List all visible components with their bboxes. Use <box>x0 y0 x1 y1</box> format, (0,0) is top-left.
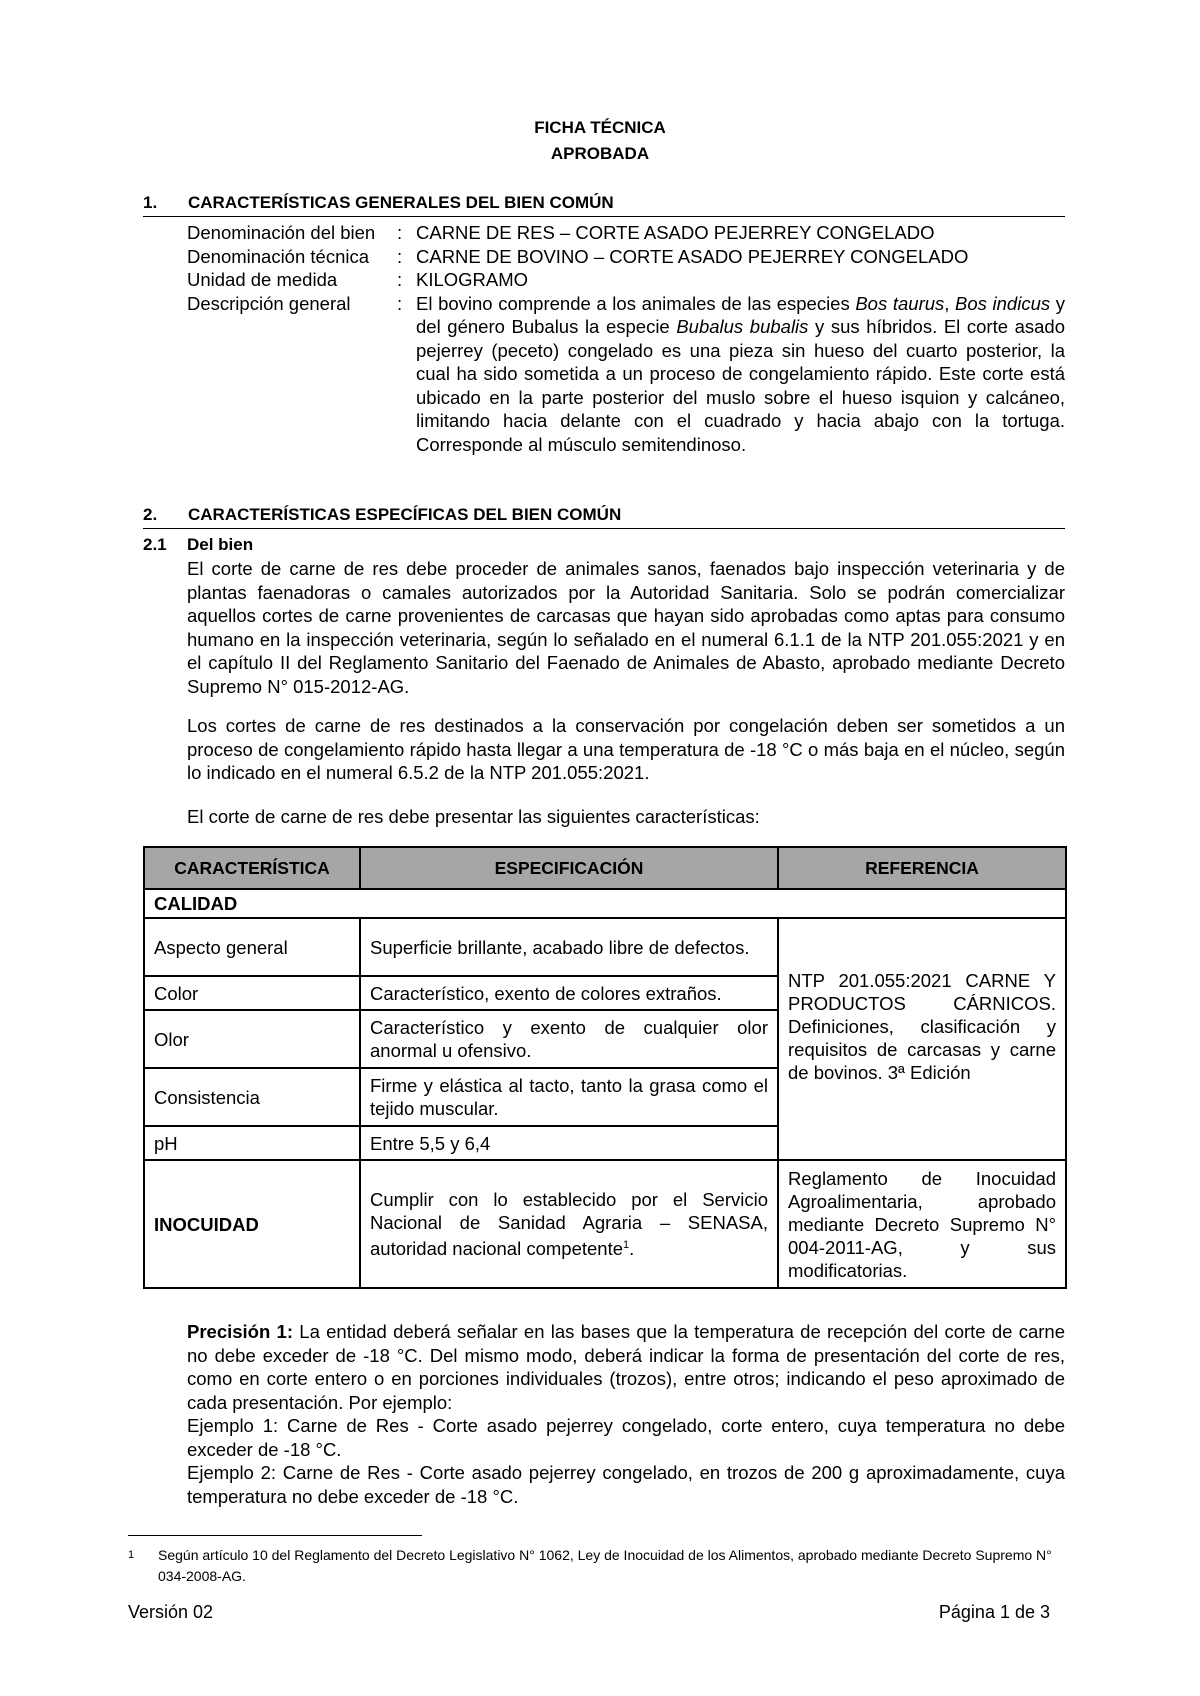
list-item <box>187 221 1065 245</box>
field-label: Unidad de medida <box>187 269 338 290</box>
column-header: REFERENCIA <box>778 847 1066 889</box>
text-run: y sus híbridos. El corte asado pejerrey (peceto) congelado es una pieza sin hueso del cuarto posterior, la cual ha sido sometida a un proceso de congelamiento rápido. Este corte está ubicado en la parte posterior del muslo sobre el hueso isquion y calcáneo, limitando hacia delante con el cuadrado y hacia abajo con la tortuga. Corresponde al músculo semitendinoso. <box>416 316 1066 455</box>
characteristics-table <box>143 846 1067 1289</box>
table-row <box>144 889 1066 918</box>
table-row <box>144 1160 1066 1288</box>
inocuidad-label: INOCUIDAD <box>144 1160 360 1288</box>
text-run: . <box>629 1238 635 1260</box>
page-number: Página 1 de 3 <box>938 1602 1050 1622</box>
table-cell: Aspecto general <box>144 918 360 976</box>
footnote-divider <box>128 1535 422 1536</box>
document-status: APROBADA <box>550 144 650 163</box>
colon-separator: : <box>397 292 403 314</box>
table-cell: Color <box>144 976 360 1010</box>
column-header: CARACTERÍSTICA <box>144 847 360 889</box>
table-cell: Superficie brillante, acabado libre de defectos. <box>360 918 778 976</box>
text-run: y del género Bubalus la especie <box>416 292 1065 337</box>
table-cell: Entre 5,5 y 6,4 <box>360 1126 778 1160</box>
section-title: CARACTERÍSTICAS GENERALES DEL BIEN COMÚN <box>188 193 614 212</box>
section-1-heading <box>143 191 1065 217</box>
footnote-text: Según artículo 10 del Reglamento del Decreto Legislativo N° 1062, Ley de Inocuidad de los Alimentos, aprobado mediante Decreto Supremo N° 034-2008-AG. <box>158 1547 1052 1584</box>
section-number: 2. <box>143 505 158 524</box>
text-run: , <box>944 292 956 314</box>
footnote-reference: 1 <box>623 1238 630 1251</box>
table-cell: Característico y exento de cualquier olor anormal u ofensivo. <box>360 1010 778 1068</box>
paragraph <box>187 1320 1065 1414</box>
subsection-number: 2.1 <box>143 535 167 554</box>
section-title: CARACTERÍSTICAS ESPECÍFICAS DEL BIEN COMÚN <box>188 505 622 524</box>
field-label: Denominación técnica <box>187 245 370 267</box>
table-cell: Característico, exento de colores extraños. <box>360 976 778 1010</box>
paragraph: El corte de carne de res debe presentar las siguientes características: <box>187 806 760 827</box>
text-run: El bovino comprende a los animales de las especies <box>416 292 856 314</box>
footnote-mark: 1 <box>128 1549 135 1561</box>
table-cell: Consistencia <box>144 1068 360 1126</box>
colon-separator: : <box>397 222 403 243</box>
field-label: Descripción general <box>187 292 351 314</box>
table-cell: Olor <box>144 1010 360 1068</box>
table-cell: Reglamento de Inocuidad Agroalimentaria, aprobado mediante Decreto Supremo N° 004-2011-AG, y sus modificatorias. <box>778 1160 1066 1288</box>
example-1: Ejemplo 1: Carne de Res - Corte asado pejerrey congelado, corte entero, cuya temperatura no debe exceder de -18 °C. <box>187 1415 1065 1460</box>
calidad-reference-cell: NTP 201.055:2021 CARNE Y PRODUCTOS CÁRNICOS. Definiciones, clasificación y requisitos de carcasas y carne de bovinos. 3ª Edición <box>778 918 1066 1160</box>
table-cell: Firme y elástica al tacto, tanto la grasa como el tejido muscular. <box>360 1068 778 1126</box>
document-title: FICHA TÉCNICA <box>534 118 666 137</box>
text-run: Cumplir con lo establecido por el Servicio Nacional de Sanidad Agraria – SENASA, autoridad nacional competente <box>370 1188 768 1260</box>
general-characteristics-list <box>187 221 1065 456</box>
description-text <box>416 292 1065 457</box>
table-cell <box>360 1160 778 1288</box>
precision-note <box>187 1320 1065 1508</box>
table-header-row <box>144 847 1066 889</box>
footnote <box>128 1545 1065 1587</box>
precision-label: Precisión 1: <box>187 1321 294 1342</box>
version-label: Versión 02 <box>128 1602 214 1622</box>
calidad-group-label: CALIDAD <box>144 889 1066 918</box>
species-name: Bos taurus <box>855 292 945 314</box>
table-row <box>144 918 1066 976</box>
section-2-heading <box>143 503 1065 529</box>
subsection-heading <box>143 533 253 557</box>
list-item <box>187 268 1065 292</box>
paragraph: El corte de carne de res debe proceder de animales sanos, faenados bajo inspección veterinaria y de plantas faenadoras o camales autorizados por la Autoridad Sanitaria. Solo se podrán comercializar aquellos cortes de carne provenientes de carcasas que hayan sido aprobadas como aptas para consumo humano en la inspección veterinaria, según lo señalado en el numeral 6.1.1 de la NTP 201.055:2021 y en el capítulo II del Reglamento Sanitario del Faenado de Animales de Abasto, aprobado mediante Decreto Supremo N° 015-2012-AG. <box>187 558 1065 697</box>
table-cell: pH <box>144 1126 360 1160</box>
list-item <box>187 292 1065 457</box>
paragraph: Los cortes de carne de res destinados a la conservación por congelación deben ser sometidos a un proceso de congelamiento rápido hasta llegar a una temperatura de -18 °C o más baja en el núcleo, según lo indicado en el numeral 6.5.2 de la NTP 201.055:2021. <box>187 715 1065 783</box>
colon-separator: : <box>397 245 403 267</box>
text-run: La entidad deberá señalar en las bases que la temperatura de recepción del corte de carne no debe exceder de -18 °C. Del mismo modo, deberá indicar la forma de presentación del corte de res, como en corte entero o en porciones individuales (trozos), entre otros; indicando el peso aproximado de cada presentación. Por ejemplo: <box>187 1321 1065 1413</box>
field-value: CARNE DE RES – CORTE ASADO PEJERREY CONGELADO <box>416 222 935 243</box>
column-header: ESPECIFICACIÓN <box>360 847 778 889</box>
field-value: KILOGRAMO <box>416 269 529 290</box>
species-name: Bubalus bubalis <box>676 316 809 337</box>
section-number: 1. <box>143 193 158 212</box>
colon-separator: : <box>397 269 403 290</box>
species-name: Bos indicus <box>955 292 1051 314</box>
example-2: Ejemplo 2: Carne de Res - Corte asado pejerrey congelado, en trozos de 200 g aproximadamente, cuya temperatura no debe exceder de -18 °C. <box>187 1462 1065 1507</box>
field-label: Denominación del bien <box>187 222 376 243</box>
field-value: CARNE DE BOVINO – CORTE ASADO PEJERREY CONGELADO <box>416 245 969 267</box>
list-item <box>187 245 1065 269</box>
subsection-title: Del bien <box>187 535 254 554</box>
